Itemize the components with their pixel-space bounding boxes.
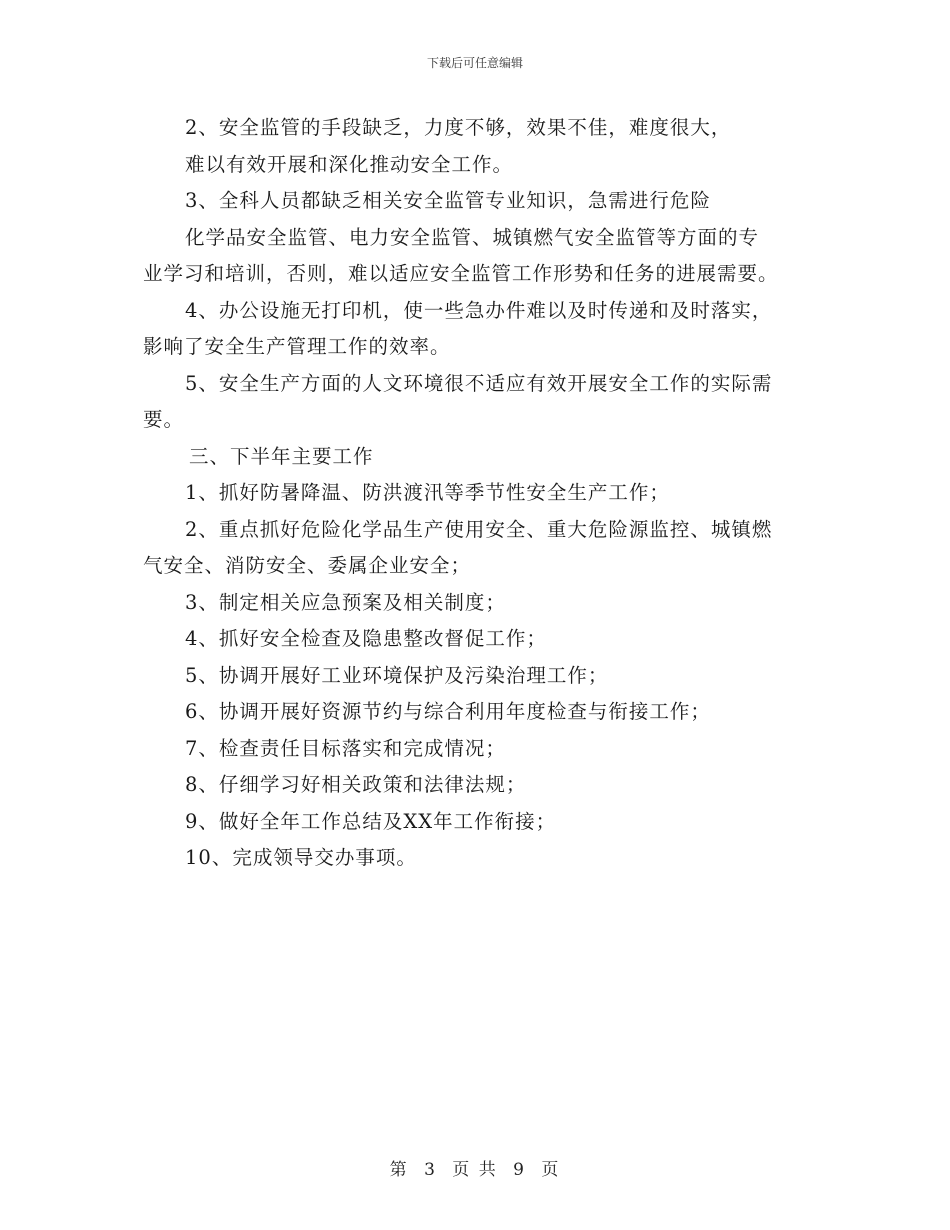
footer-suffix: 页 (541, 1160, 561, 1180)
current-page-number: 3 (424, 1160, 437, 1180)
footer-middle: 页 共 (452, 1160, 498, 1180)
paragraph-line: 化学品安全监管、电力安全监管、城镇燃气安全监管等方面的专 (185, 225, 760, 249)
list-item: 3、制定相关应急预案及相关制度； (185, 590, 506, 614)
list-item: 10、完成领导交办事项。 (185, 846, 417, 869)
list-item: 1、抓好防暑降温、防洪渡汛等季节性安全生产工作； (185, 481, 670, 504)
list-item: 9、做好全年工作总结及XX年工作衔接； (185, 809, 557, 833)
total-page-number: 9 (513, 1160, 526, 1180)
footer-prefix: 第 (389, 1160, 409, 1180)
list-item: 8、仔细学习好相关政策和法律法规； (185, 773, 527, 796)
paragraph-line: 难以有效开展和深化推动安全工作。 (185, 152, 514, 176)
paragraph-line: 影响了安全生产管理工作的效率。 (143, 335, 451, 358)
page-footer (0, 1155, 950, 1180)
list-item-continuation: 气安全、消防安全、委属企业安全； (143, 554, 472, 577)
list-item: 7、检查责任目标落实和完成情况； (185, 736, 506, 760)
paragraph-line: 2、安全监管的手段缺乏，力度不够，效果不佳，难度很大， (185, 116, 732, 139)
list-item: 6、协调开展好资源节约与综合利用年度检查与衔接工作； (185, 700, 711, 723)
section-heading: 三、下半年主要工作 (189, 444, 374, 468)
paragraph-line: 5、安全生产方面的人文环境很不适应有效开展安全工作的实际需 (185, 371, 773, 395)
paragraph-line: 3、全科人员都缺乏相关安全监管专业知识，急需进行危险 (185, 189, 711, 212)
list-item: 5、协调开展好工业环境保护及污染治理工作； (185, 663, 609, 687)
paragraph-line: 业学习和培训，否则，难以适应安全监管工作形势和任务的进展需要。 (143, 262, 779, 285)
paragraph-line: 要。 (143, 408, 185, 431)
list-item: 2、重点抓好危险化学品生产使用安全、重大危险源监控、城镇燃 (185, 517, 773, 541)
document-body (143, 110, 808, 877)
header-note: 下载后可任意编辑 (426, 56, 523, 70)
paragraph-line: 4、办公设施无打印机，使一些急办件难以及时传递和及时落实， (185, 298, 773, 322)
list-item: 4、抓好安全检查及隐患整改督促工作； (185, 627, 547, 650)
